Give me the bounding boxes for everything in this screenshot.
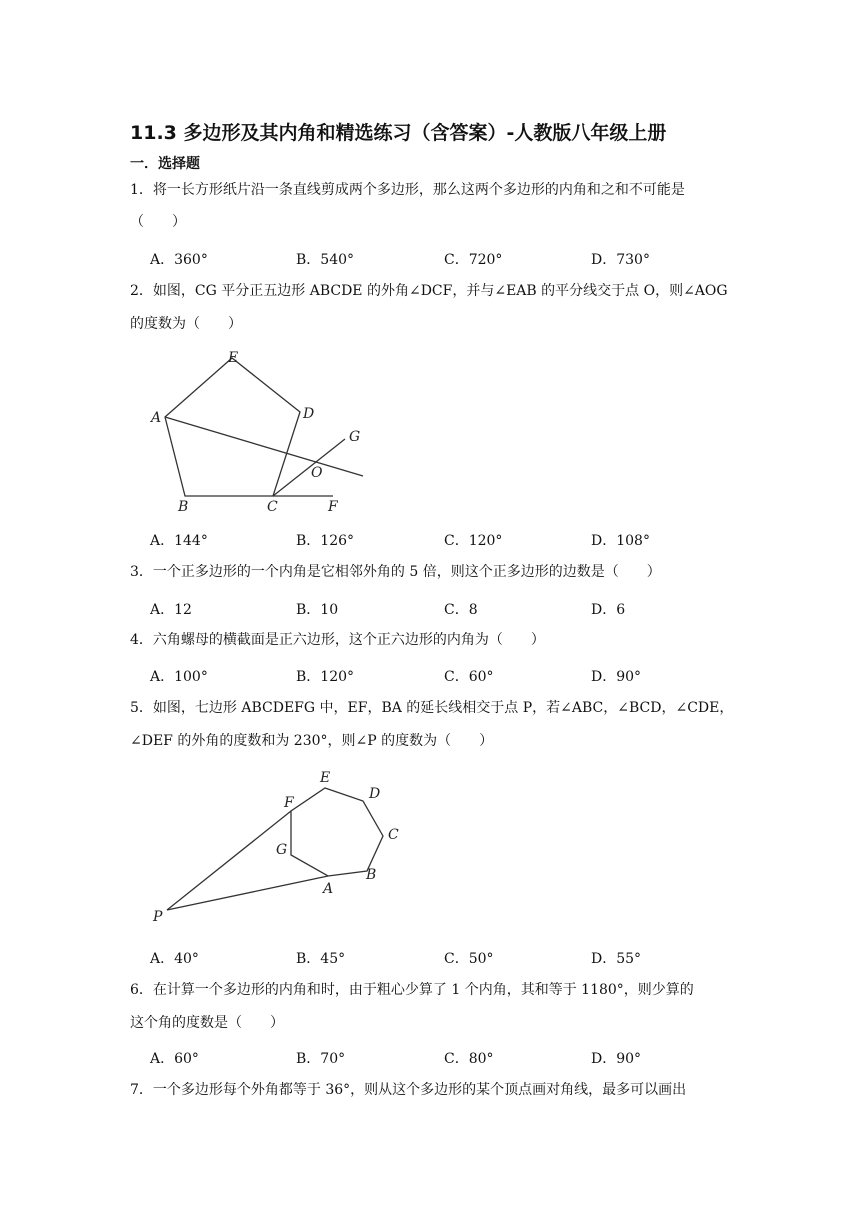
question-5-option-c: C．50° — [444, 951, 494, 967]
fig5-label-g: G — [276, 842, 288, 858]
question-2-line-2: 的度数为（ ） — [130, 316, 242, 332]
question-6-line-1: 6．在计算一个多边形的内角和时，由于粗心少算了 1 个内角，其和等于 1180°，则少算的 — [130, 982, 694, 998]
question-1-option-c: C．720° — [444, 252, 503, 268]
fig2-label-c: C — [267, 499, 278, 515]
question-4-option-a: A．100° — [150, 669, 208, 685]
fig2-label-d: D — [303, 406, 315, 422]
question-5-option-b: B．45° — [296, 951, 346, 967]
question-5-option-a: A．40° — [150, 951, 199, 967]
question-5-line-1: 5．如图，七边形 ABCDEFG 中，EF，BA 的延长线相交于点 P，若∠ABC，∠BCD，∠CDE， — [130, 700, 734, 716]
fig5-label-d: D — [369, 786, 381, 802]
question-4-line-1: 4．六角螺母的横截面是正六边形，这个正六边形的内角为（ ） — [130, 632, 545, 648]
question-2-option-c: C．120° — [444, 533, 503, 549]
question-3-option-d: D．6 — [591, 602, 626, 618]
question-2-option-d: D．108° — [591, 533, 650, 549]
fig2-label-b: B — [178, 499, 189, 515]
question-4-option-b: B．120° — [296, 669, 355, 685]
fig5-label-f: F — [284, 795, 294, 811]
page-title: 11.3 多边形及其内角和精选练习（含答案）-人教版八年级上册 — [130, 122, 667, 144]
question-1-line-1: 1．将一长方形纸片沿一条直线剪成两个多边形，那么这两个多边形的内角和之和不可能是 — [130, 182, 685, 198]
question-6-line-2: 这个角的度数是（ ） — [130, 1015, 284, 1031]
question-7-line-1: 7．一个多边形每个外角都等于 36°，则从这个多边形的某个顶点画对角线，最多可以画出 — [130, 1082, 687, 1098]
question-3-line-1: 3．一个正多边形的一个内角是它相邻外角的 5 倍，则这个正多边形的边数是（ ） — [130, 564, 661, 580]
fig5-label-p: P — [153, 909, 163, 925]
question-6-option-c: C．80° — [444, 1051, 494, 1067]
question-5-option-d: D．55° — [591, 951, 642, 967]
fig2-label-o: O — [311, 465, 323, 481]
fig2-label-f: F — [328, 499, 338, 515]
fig5-label-a: A — [323, 881, 334, 897]
question-1-option-d: D．730° — [591, 252, 650, 268]
fig5-label-b: B — [366, 867, 377, 883]
question-6-option-b: B．70° — [296, 1051, 346, 1067]
question-3-option-c: C．8 — [444, 602, 478, 618]
question-4-option-c: C．60° — [444, 669, 494, 685]
question-1-option-b: B．540° — [296, 252, 355, 268]
fig2-label-a: A — [151, 410, 162, 426]
question-6-option-d: D．90° — [591, 1051, 642, 1067]
question-2-option-a: A．144° — [150, 533, 208, 549]
question-3-option-a: A．12 — [150, 602, 192, 618]
pentagon-abcde — [165, 358, 300, 496]
fig5-label-e: E — [320, 770, 331, 786]
question-5-line-2: ∠DEF 的外角的度数和为 230°，则∠P 的度数为（ ） — [130, 733, 494, 749]
question-4-option-d: D．90° — [591, 669, 642, 685]
pentagon-figure — [145, 343, 375, 518]
extension-line-fp — [167, 811, 291, 910]
question-3-option-b: B．10 — [296, 602, 339, 618]
question-6-option-a: A．60° — [150, 1051, 199, 1067]
question-2-line-1: 2．如图，CG 平分正五边形 ABCDE 的外角∠DCF，并与∠EAB 的平分线交于点 O，则∠AOG — [130, 283, 728, 299]
question-1-option-a: A．360° — [150, 252, 208, 268]
bisector-line-ao — [165, 417, 363, 476]
section-heading: 一．选择题 — [130, 156, 200, 172]
fig2-label-g: G — [349, 429, 361, 445]
question-1-line-2: （ ） — [130, 214, 186, 230]
heptagon-figure — [145, 763, 415, 928]
fig5-label-c: C — [388, 827, 399, 843]
extension-line-ap — [167, 876, 328, 910]
question-2-option-b: B．126° — [296, 533, 355, 549]
fig2-label-e: E — [228, 350, 239, 366]
